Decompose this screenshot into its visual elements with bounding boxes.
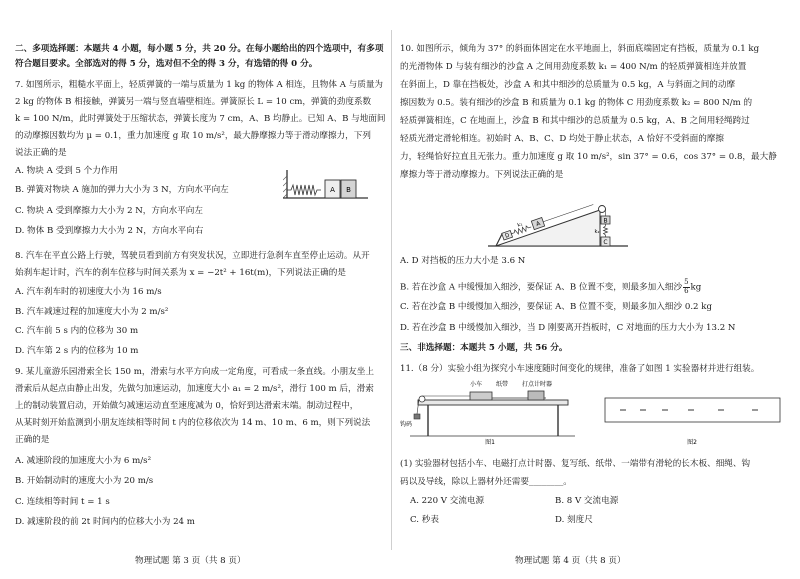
q10-stem-line-5: 轻质弹簧相连，C 在地面上，沙盒 B 和其中细沙的总质量为 0.5 kg，A、B 之间用轻绳跨过 — [400, 116, 750, 126]
q7-stem-line-5: 说法正确的是 — [15, 148, 67, 158]
q10-stem-line-6: 轻质光滑定滑轮相连。初始时 A、B、C、D 均处于静止状态，A 恰好不受斜面的摩擦 — [400, 134, 724, 144]
q7-option-a: A. 物块 A 受到 5 个力作用 — [15, 166, 119, 176]
q8-option-b: B. 汽车减速过程的加速度大小为 2 m/s² — [15, 307, 169, 317]
q10-stem-line-3: 在斜面上，D 靠在挡板处，沙盒 A 和其中细沙的总质量为 0.5 kg，A 与斜面之间的动摩 — [400, 80, 736, 90]
q7-option-c: C. 物块 A 受到摩擦力大小为 2 N，方向水平向左 — [15, 206, 203, 216]
label-timer: 打点计时器 — [522, 381, 553, 388]
page-footer-right: 物理试题 第 4 页（共 8 页） — [515, 556, 626, 566]
q10-stem-line-2: 的光滑物体 D 与装有细沙的沙盒 A 之间用劲度系数 k₁ = 400 N/m 的轻质弹簧相连并放置 — [400, 62, 747, 72]
page-footer-left: 物理试题 第 3 页（共 8 页） — [135, 556, 246, 566]
q8-stem-line-1: 8. 汽车在平直公路上行驶，驾驶员看到前方有突发状况，立即进行急刹车直至停止运动。从开 — [15, 251, 370, 261]
q11-sub1-line-2: 码以及导线，除以上器材外还需要________。 — [400, 477, 572, 487]
q8-stem-line-2: 始刹车起计时，汽车的刹车位移与时间关系为 x = −2t² + 16t(m)，下列说法正确的是 — [15, 268, 346, 278]
q9-stem-line-3: 上的制动装置启动，开始做匀减速运动直至速度减为 0，恰好到达滑索末端。制动过程中， — [15, 401, 359, 411]
q8-option-a: A. 汽车刹车时的初速度大小为 16 m/s — [15, 287, 162, 297]
figure-2-caption: 图2 — [687, 439, 697, 446]
q9-stem-line-1: 9. 某儿童游乐园滑索全长 150 m，滑索与水平方向成一定角度，可看成一条直线。小朋友坐上 — [15, 367, 374, 377]
label-b: B — [603, 217, 608, 225]
q10-option-a: A. D 对挡板的压力大小是 3.6 N — [400, 256, 526, 266]
left-column — [15, 0, 400, 579]
label-a: A — [330, 186, 335, 194]
fraction-denominator: 6 — [684, 286, 689, 295]
q11-option-a: A. 220 V 交流电源 — [410, 496, 485, 506]
figure-2-tape — [605, 398, 780, 446]
q7-option-d: D. 物体 B 受到摩擦力大小为 2 N，方向水平向右 — [15, 226, 204, 236]
q9-option-c: C. 连续相等时间 t = 1 s — [15, 497, 110, 507]
label-c: C — [603, 239, 608, 246]
q9-stem-line-5: 正确的是 — [15, 435, 50, 445]
q7-option-b: B. 弹簧对物块 A 施加的弹力大小为 3 N，方向水平向左 — [15, 185, 229, 195]
label-d: D — [504, 232, 511, 240]
q8-option-c: C. 汽车前 5 s 内的位移为 30 m — [15, 326, 139, 336]
section-two-header-line-1: 二、多项选择题：本题共 4 小题，每小题 5 分，共 20 分。在每小题给出的四个选项中，有多项 — [15, 44, 384, 54]
q8-option-d: D. 汽车第 2 s 内的位移为 10 m — [15, 346, 139, 356]
q9-option-b: B. 开始制动时的速度大小为 20 m/s — [15, 476, 154, 486]
q9-option-a: A. 减速阶段的加速度大小为 6 m/s² — [15, 456, 152, 466]
label-weight: 钩码 — [400, 421, 413, 428]
q10-stem-line-8: 摩擦力等于滑动摩擦力。下列说法正确的是 — [400, 170, 564, 180]
label-k2: k₂ — [594, 229, 600, 235]
label-b: B — [346, 186, 351, 194]
label-k1: k₁ — [516, 221, 524, 229]
label-a: A — [535, 220, 542, 228]
fraction-numerator: 5 — [684, 278, 689, 286]
q9-stem-line-4: 从某时刻开始监测到小朋友连续相等时间 t 内的位移依次为 14 m、10 m、6 m，则下列说法 — [15, 418, 371, 428]
q7-stem-line-3: k = 100 N/m，此时弹簧处于压缩状态，弹簧长度为 7 cm，A、B 均静止。已知 A、B 与地面间 — [15, 114, 386, 124]
q11-option-b: B. 8 V 交流电源 — [555, 496, 619, 506]
label-tape: 纸带 — [496, 381, 509, 388]
figure-1-caption: 图1 — [485, 439, 495, 446]
section-three-header: 三、非选择题：本题共 5 小题，共 56 分。 — [400, 343, 568, 353]
q11-stem: 11.（8 分）实验小组为探究小车速度随时间变化的规律，准备了如图 1 实验器材并进行组装。 — [400, 364, 760, 374]
q11-option-c: C. 秒表 — [410, 515, 439, 525]
q10-stem-line-1: 10. 如图所示，倾角为 37° 的斜面体固定在水平地面上，斜面底端固定有挡板，质量为 0.1 kg — [400, 44, 760, 54]
q11-option-d: D. 刻度尺 — [555, 515, 593, 525]
pulley — [599, 206, 606, 213]
q7-spring-figure — [283, 168, 368, 202]
q10-option-b-fraction — [683, 279, 689, 295]
q9-stem-line-2: 滑索后从起点由静止出发，先做匀加速运动，加速度大小 a₁ = 2 m/s²，滑行 100 m 后，滑索 — [15, 384, 374, 394]
q10-option-d: D. 若在沙盒 B 中缓慢加入细沙，当 D 刚要离开挡板时，C 对地面的压力大小为 13.2 N — [400, 323, 736, 333]
fraction-unit: kg — [690, 282, 702, 293]
section-two-header-line-2: 符合题目要求。全部选对的得 5 分，选对但不全的得 3 分，有选错的得 0 分。 — [15, 59, 318, 69]
q11-sub1-line-1: (1) 实验器材包括小车、电磁打点计时器、复写纸、纸带、一端带有滑轮的长木板、细绳、钩 — [400, 459, 751, 469]
q9-option-d: D. 减速阶段的前 2t 时间内的位移大小为 24 m — [15, 517, 195, 527]
q11-figures — [400, 378, 785, 446]
q7-stem-line-4: 的动摩擦因数均为 μ = 0.1，重力加速度 g 取 10 m/s²，最大静摩擦力等于滑动摩擦力，下列 — [15, 131, 371, 141]
q10-incline-figure — [488, 196, 628, 250]
right-column — [400, 0, 785, 579]
q7-stem-line-1: 7. 如图所示，粗糙水平面上，轻质弹簧的一端与质量为 1 kg 的物体 A 相连，且物体 A 与质量为 — [15, 80, 384, 90]
q10-stem-line-7: 力，轻绳恰好拉直且无张力。重力加速度 g 取 10 m/s²，sin 37° = 0.6，cos 37° = 0.8，最大静 — [400, 152, 777, 162]
q10-option-c: C. 若在沙盒 B 中缓慢加入细沙，要保证 A、B 位置不变，则最多加入细沙 0.2 kg — [400, 302, 712, 312]
q7-stem-line-2: 2 kg 的物体 B 相接触，弹簧另一端与竖直墙壁相连。弹簧原长 L = 10 cm，弹簧的劲度系数 — [15, 97, 372, 107]
q10-stem-line-4: 擦因数为 0.5。装有细沙的沙盒 B 和质量为 0.1 kg 的物体 C 用劲度系数 k₂ = 800 N/m 的 — [400, 98, 753, 108]
q10-option-b-text: B. 若在沙盒 A 中缓慢加入细沙，要保证 A、B 位置不变，则最多加入细沙 — [400, 282, 683, 293]
q10-option-b — [400, 279, 701, 295]
label-cart: 小车 — [470, 381, 483, 388]
figure-1-apparatus — [400, 380, 575, 446]
